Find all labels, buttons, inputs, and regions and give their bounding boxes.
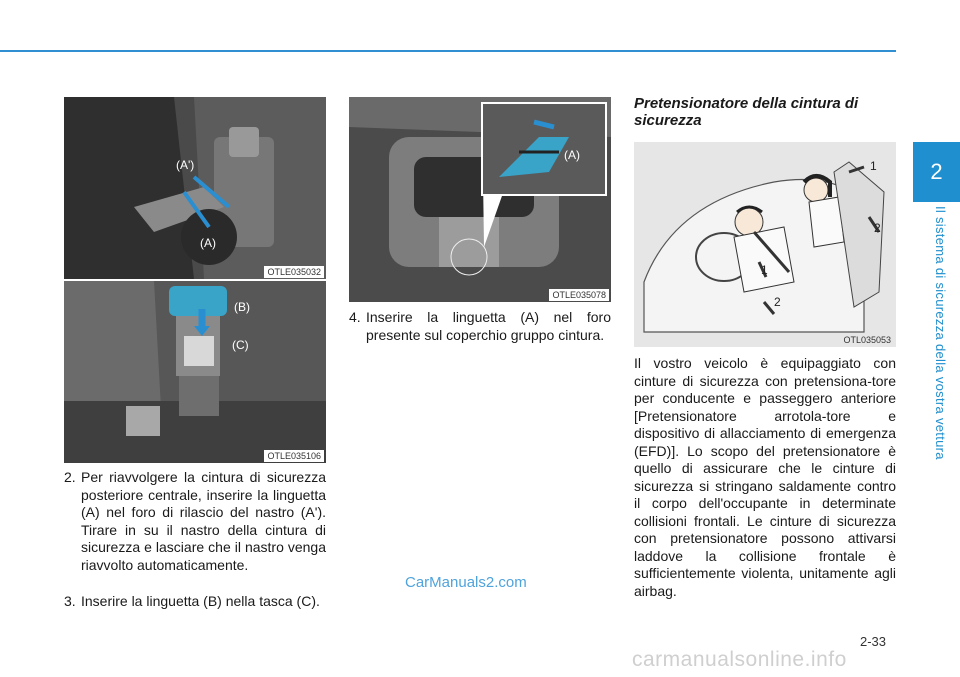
footer-watermark: carmanualsonline.info: [632, 648, 847, 671]
figure-pretensioner-diagram: [634, 142, 896, 347]
list-item: [64, 593, 326, 611]
fig1-label-aprime: (A'): [176, 158, 195, 172]
figure-belt-cover-slot: [349, 97, 611, 302]
figure-code: OTLE035078: [549, 289, 609, 301]
list-item-number: 2.: [64, 469, 76, 485]
header-rule: [0, 50, 896, 52]
list-item-text: Inserire la linguetta (B) nella tasca (C).: [81, 593, 320, 609]
chapter-title: Il sistema di sicurezza della vostra vettura: [933, 206, 948, 460]
figure-code: OTL035053: [840, 334, 894, 346]
chapter-tab[interactable]: [913, 142, 960, 202]
list-item-text: Per riavvolgere la cintura di sicurezza posteriore centrale, inserire la linguetta (A) nel foro di rilascio del nastro (A'). Tirare in su il nastro della cintura di sicurezza e lasciare che il nastro venga riavvolto automaticamente.: [81, 469, 326, 573]
page-number: 2-33: [860, 634, 887, 649]
fig3-label-a: (A): [564, 148, 580, 162]
fig4-label-1b: 1: [761, 263, 768, 277]
fig2-label-c: (C): [232, 338, 249, 352]
fig4-label-2b: 2: [774, 295, 781, 309]
list-item-number: 3.: [64, 593, 76, 609]
figure-code: OTLE035106: [264, 450, 324, 462]
list-item: [349, 309, 611, 344]
body-paragraph: Il vostro veicolo è equipaggiato con cinture di sicurezza con pretensiona-tore per conducente e passeggero anteriore [Pretensionatore arrotola-tore e dispositivo di allacciamento di emergenza (EFD)]. Lo scopo del pretensionatore è quello di assicurare che le cinture di sicurezza si stringano saldamente contro il corpo dell'occupante in determinate collisioni frontali. Le cinture di sicurezza con pretensionatore possono attivarsi laddove la collisione frontale è sufficientemente violenta, unitamente agli airbag.: [634, 355, 896, 599]
chapter-number: 2: [930, 159, 943, 184]
list-item-number: 4.: [349, 309, 361, 325]
fig4-label-1a: 1: [870, 159, 877, 173]
fig1-label-a: (A): [200, 236, 216, 250]
list-item: [64, 469, 326, 574]
figure-rear-center-belt-retract: [64, 97, 326, 279]
list-item-text: Inserire la linguetta (A) nel foro presente sul coperchio gruppo cintura.: [366, 309, 611, 343]
fig2-label-b: (B): [234, 300, 250, 314]
watermark[interactable]: CarManuals2.com: [405, 574, 527, 591]
figure-code: OTLE035032: [264, 266, 324, 278]
fig4-label-2a: 2: [874, 221, 881, 235]
section-heading: Pretensionatore della cintura di sicurezza: [634, 95, 859, 129]
figure-belt-tongue-pocket: [64, 281, 326, 463]
